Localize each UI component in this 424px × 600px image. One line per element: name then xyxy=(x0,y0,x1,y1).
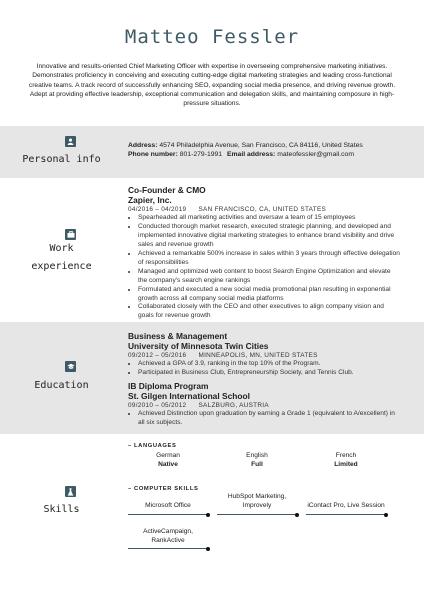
phone-value: 801-279-1991 xyxy=(179,151,223,159)
job-title: Co-Founder & CMO xyxy=(128,185,206,195)
list-item: • Managed and optimized web content to boost Search Engine Optimization and elevate the company's search engine rankings xyxy=(138,268,400,286)
skill-name: ActiveCampaign, RankActive xyxy=(143,528,193,544)
language-level: Full xyxy=(251,461,263,468)
education-location: MINNEAPOLIS, MN, UNITED STATES xyxy=(198,352,318,359)
skills-label: Skills xyxy=(43,504,80,515)
job-location: SAN FRANCISCO, CA, UNITED STATES xyxy=(198,206,327,213)
language-french xyxy=(306,451,386,469)
computer-skill xyxy=(128,501,208,510)
address-label: Address: xyxy=(128,142,158,149)
language-german xyxy=(128,451,208,469)
school-name: St. Gilgen International School xyxy=(128,391,250,401)
language-english xyxy=(217,451,297,469)
work-label-line1: Work xyxy=(49,243,74,254)
education-dates: 09/2012 – 05/2016 xyxy=(128,352,187,359)
education-label: Education xyxy=(34,380,89,391)
work-label-line2: experience xyxy=(31,261,92,272)
address-line xyxy=(128,141,400,150)
skill-name: iContact Pro, Live Session xyxy=(307,502,385,509)
flask-icon xyxy=(65,486,76,497)
list-item: • Spearheaded all marketing activities and oversaw a team of 15 employees xyxy=(138,214,400,223)
education-bullets xyxy=(128,410,400,428)
language-name: English xyxy=(246,452,268,459)
computer-skill xyxy=(306,501,386,510)
education-entry-1 xyxy=(128,331,400,378)
language-name: German xyxy=(156,452,180,459)
summary: Innovative and results-oriented Chief Marketing Officer with expertise in overseeing comprehensive marketing initiatives. Demonstrates proficiency in conceiving and executing cutting-edge digital marketing strategies and leading cross-functional creative teams. A track record of successfully enhancing SEO, expanding social media presence, and driving revenue growth. Adept at providing effective leadership, exceptional communication and delegation skills, and maintaining composure in high-pressure situations. xyxy=(28,63,396,108)
phone-label: Phone number: xyxy=(128,151,178,159)
contact-line xyxy=(128,150,400,159)
computer-skills-heading: – COMPUTER SKILLS xyxy=(128,486,199,492)
email-label: Email address: xyxy=(226,151,276,159)
computer-skill xyxy=(217,492,297,510)
skill-name: Microsoft Office xyxy=(145,502,191,509)
personal-info-section xyxy=(0,126,424,178)
list-item: • Conducted thorough market research, executed strategic planning, and developed and implemented innovative digital marketing strategies to enhance brand visibility and drive sales and revenue growth xyxy=(138,223,400,250)
skill-level-bar xyxy=(306,514,386,515)
work-entry xyxy=(128,185,400,321)
list-item: • Achieved Distinction upon graduation by earning a Grade 1 (equivalent to A/excellent) in all six subjects. xyxy=(138,410,400,428)
list-item: • Achieved a remarkable 500% increase in sales within 3 years through effective delegation of responsibilities xyxy=(138,250,400,268)
education-section xyxy=(0,322,424,434)
personal-info-details xyxy=(128,141,400,160)
resume-name: Matteo Fessler xyxy=(124,26,300,48)
job-dates: 04/2016 – 04/2019 xyxy=(128,206,187,213)
briefcase-icon xyxy=(65,229,76,240)
skill-level-dot xyxy=(295,513,299,517)
job-bullets xyxy=(128,214,400,321)
skill-level-bar xyxy=(128,514,208,515)
language-level: Native xyxy=(158,461,178,468)
education-location: SALZBURG, AUSTRIA xyxy=(198,402,269,409)
job-meta xyxy=(128,205,400,214)
list-item: • Collaborated closely with the CEO and other executives to align company vision and goals for revenue growth xyxy=(138,303,400,321)
degree-title: IB Diploma Program xyxy=(128,381,209,391)
list-item: • Achieved a GPA of 3.9, ranking in the top 10% of the Program. xyxy=(138,360,400,369)
list-item: • Participated in Business Club, Entrepreneurship Society, and Tennis Club. xyxy=(138,369,400,378)
school-name: University of Minnesota Twin Cities xyxy=(128,341,269,351)
list-item: • Formulated and executed a new social media promotional plan resulting in exponential growth across all company social media platforms xyxy=(138,286,400,304)
personal-info-label: Personal info xyxy=(22,154,101,165)
languages-heading: – LANGUAGES xyxy=(128,443,177,449)
education-entry-2 xyxy=(128,381,400,428)
skills-section xyxy=(0,434,424,600)
computer-skill xyxy=(128,527,208,545)
work-experience-section xyxy=(0,178,424,322)
skill-level-dot xyxy=(206,513,210,517)
work-experience-label xyxy=(0,242,123,274)
graduation-cap-icon xyxy=(65,361,76,372)
education-bullets xyxy=(128,360,400,378)
skill-name: HubSpot Marketing, Improvely xyxy=(227,493,287,509)
skill-level-bar xyxy=(217,514,297,515)
education-dates: 09/2010 – 05/2012 xyxy=(128,402,187,409)
company-name: Zapier, Inc. xyxy=(128,195,172,205)
education-meta xyxy=(128,351,400,360)
email-value: mateofessler@gmail.com xyxy=(277,151,354,159)
skill-level-dot xyxy=(206,547,210,551)
skill-level-bar xyxy=(128,548,208,549)
degree-title: Business & Management xyxy=(128,331,228,341)
address-value: 4574 Philadelphia Avenue, San Francisco, CA 84116, United States xyxy=(159,142,363,149)
skill-level-dot xyxy=(384,513,388,517)
language-level: Limited xyxy=(334,461,358,468)
language-name: French xyxy=(335,452,357,459)
education-meta xyxy=(128,401,400,410)
person-icon xyxy=(65,136,76,147)
